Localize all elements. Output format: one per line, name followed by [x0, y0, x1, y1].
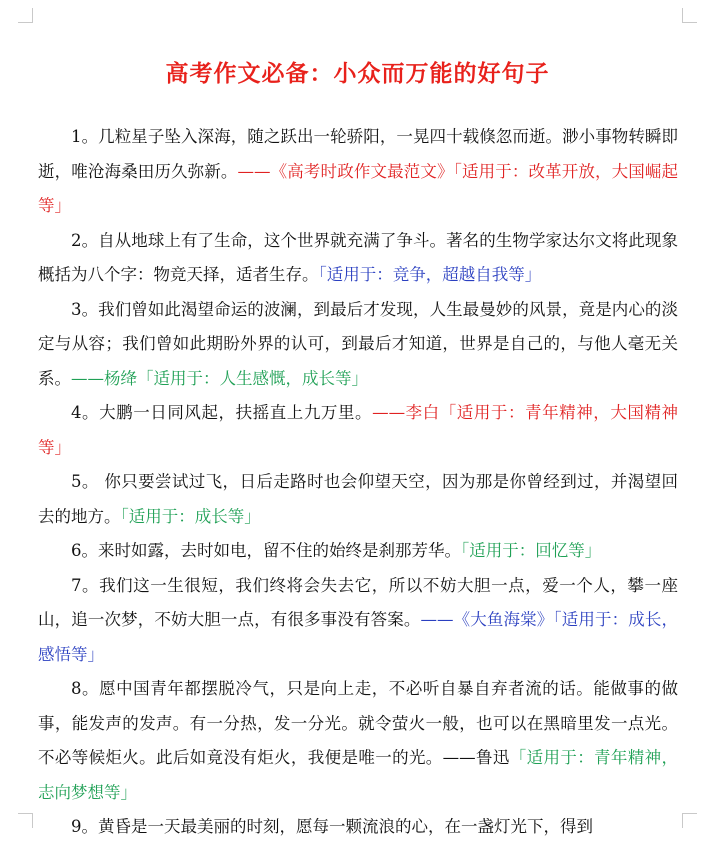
document-title: 高考作文必备：小众而万能的好句子: [165, 61, 550, 87]
page-corner-mark: [682, 8, 697, 23]
quote-text: 5。 你只要尝试过飞，日后走路时也会仰望天空，因为那是你曾经到过，并渴望回去的地方。: [38, 472, 678, 526]
usage-tag: 「适用于：青年精神，大国精神等」: [38, 403, 679, 457]
quote-text: 2。自从地球上有了生命，这个世界就充满了争斗。著名的生物学家达尔文将此现象概括为八个字：物竞天择，适者生存。: [38, 230, 678, 284]
page-corner-mark: [18, 813, 33, 828]
quote-paragraph: [38, 465, 678, 534]
quote-paragraph: [38, 672, 678, 810]
usage-tag: 「适用于：竞争，超越自我等」: [318, 265, 542, 284]
usage-tag: 「适用于：改革开放，大国崛起等」: [38, 161, 679, 215]
usage-tag: 「适用于：回忆等」: [461, 541, 602, 560]
quote-source: ——《大鱼海棠》: [420, 610, 554, 629]
quote-paragraph: [38, 293, 678, 397]
page-corner-mark: [682, 813, 697, 828]
quote-text: 4。大鹏一日同风起，扶摇直上九万里。: [71, 403, 373, 422]
quote-source: ——李白: [372, 403, 440, 422]
page-corner-mark: [18, 8, 33, 23]
quote-source: ——杨绛: [71, 368, 137, 388]
usage-tag: 「适用于：青年精神，志向梦想等」: [38, 748, 679, 802]
quote-paragraph: [38, 396, 678, 465]
quote-text: 3。我们曾如此渴望命运的波澜，到最后才发现，人生最曼妙的风景，竟是内心的淡定与从容；我们曾如此期盼外界的认可，到最后才知道，世界是自己的，与他人毫无关系。: [38, 299, 678, 388]
quote-text: 9。黄昏是一天最美丽的时刻，愿每一颗流浪的心，在一盏灯光下，得到: [71, 817, 593, 836]
quote-text: 7。我们这一生很短，我们终将会失去它，所以不妨大胆一点，爱一个人，攀一座山，追一次梦，不妨大胆一点，有很多事没有答案。: [38, 575, 678, 629]
quote-paragraph: [38, 224, 678, 293]
quote-paragraph: [38, 120, 678, 224]
quote-paragraph: [38, 569, 678, 673]
quote-text: 8。愿中国青年都摆脱冷气，只是向上走，不必听自暴自弃者流的话。能做事的做事，能发声的发声。有一分热，发一分光。就令萤火一般，也可以在黑暗里发一点光。不必等候炬火。此后如竟没有炬火，我便是唯一的光。——鲁迅: [38, 679, 678, 767]
quote-text: 6。来时如露，去时如电，留不住的始终是刹那芳华。: [71, 541, 461, 560]
usage-tag: 「适用于：成长，感悟等」: [38, 610, 679, 664]
document-body: [38, 120, 678, 845]
usage-tag: 「适用于：成长等」: [120, 506, 261, 526]
quote-source: ——《高考时政作文最范文》: [237, 161, 454, 181]
quote-paragraph: [38, 810, 678, 845]
quote-paragraph: [38, 534, 678, 569]
usage-tag: 「适用于：人生感慨，成长等」: [137, 368, 368, 388]
quote-text: 1。几粒星子坠入深海，随之跃出一轮骄阳，一晃四十载倏忽而逝。渺小事物转瞬即逝，唯沧海桑田历久弥新。: [38, 127, 678, 181]
